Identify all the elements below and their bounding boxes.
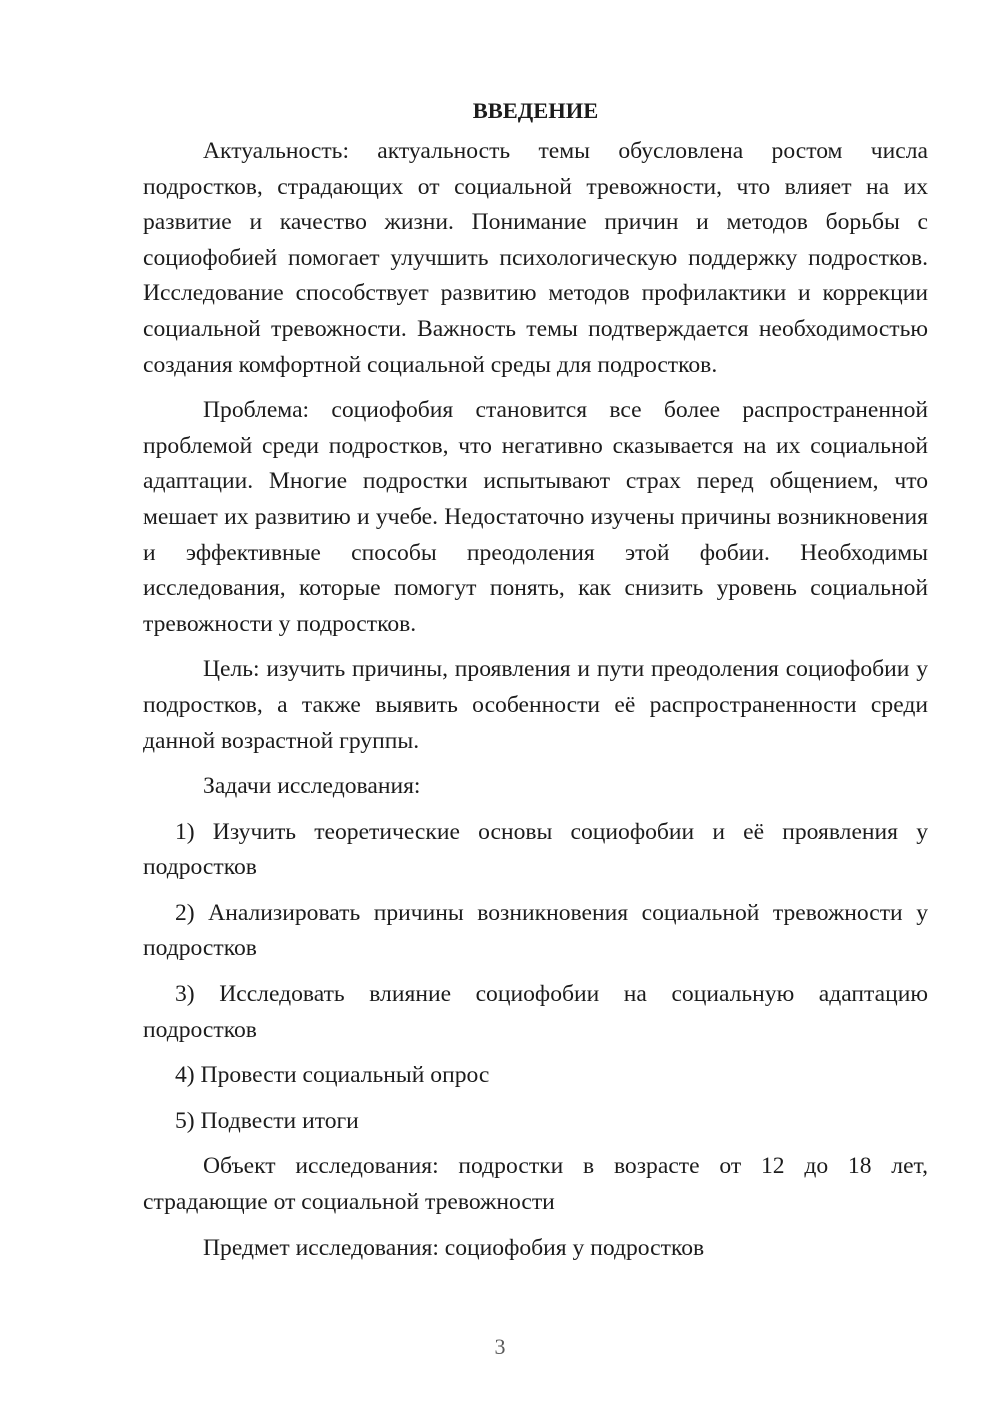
paragraph-tasks-heading: Задачи исследования: bbox=[203, 773, 421, 800]
task-item: 3) Исследовать влияние социофобии на социальную адаптацию подростков bbox=[143, 981, 928, 1043]
task-item: 1) Изучить теоретические основы социофобии и её проявления у подростков bbox=[143, 818, 928, 881]
paragraph-problem: Проблема: социофобия становится все более распространенной проблемой среди подростков, что негативно сказывается на их социальной адаптации. Многие подростки испытывают страх перед общением, что мешает их развитию и учебе. Недостаточно изучены причины возникновения и эффективные способы преодоления этой фобии. Необходимы исследования, которые помогут понять, как снизить уровень социальной тревожности у подростков. bbox=[143, 397, 928, 637]
paragraph-object: Объект исследования: подростки в возрасте от 12 до 18 лет, страдающие от социальной тревожности bbox=[143, 1153, 928, 1216]
page-content bbox=[143, 96, 928, 1276]
task-item: 4) Провести социальный опрос bbox=[175, 1062, 490, 1089]
paragraph-subject: Предмет исследования: социофобия у подростков bbox=[203, 1234, 705, 1261]
section-title: ВВЕДЕНИЕ bbox=[472, 98, 599, 123]
paragraph-goal: Цель: изучить причины, проявления и пути преодоления социофобии у подростков, а также выявить особенности её распространенности среди данной возрастной группы. bbox=[143, 656, 928, 754]
task-item: 2) Анализировать причины возникновения социальной тревожности у подростков bbox=[143, 899, 928, 962]
page-number: 3 bbox=[494, 1334, 506, 1359]
paragraph-relevance: Актуальность: актуальность темы обусловлена ростом числа подростков, страдающих от социальной тревожности, что влияет на их развитие и качество жизни. Понимание причин и методов борьбы с социофобией помогает улучшить психологическую поддержку подростков. Исследование способствует развитию методов профилактики и коррекции социальной тревожности. Важность темы подтверждается необходимостью создания комфортной социальной среды для подростков. bbox=[143, 138, 928, 378]
task-item: 5) Подвести итоги bbox=[175, 1107, 359, 1134]
